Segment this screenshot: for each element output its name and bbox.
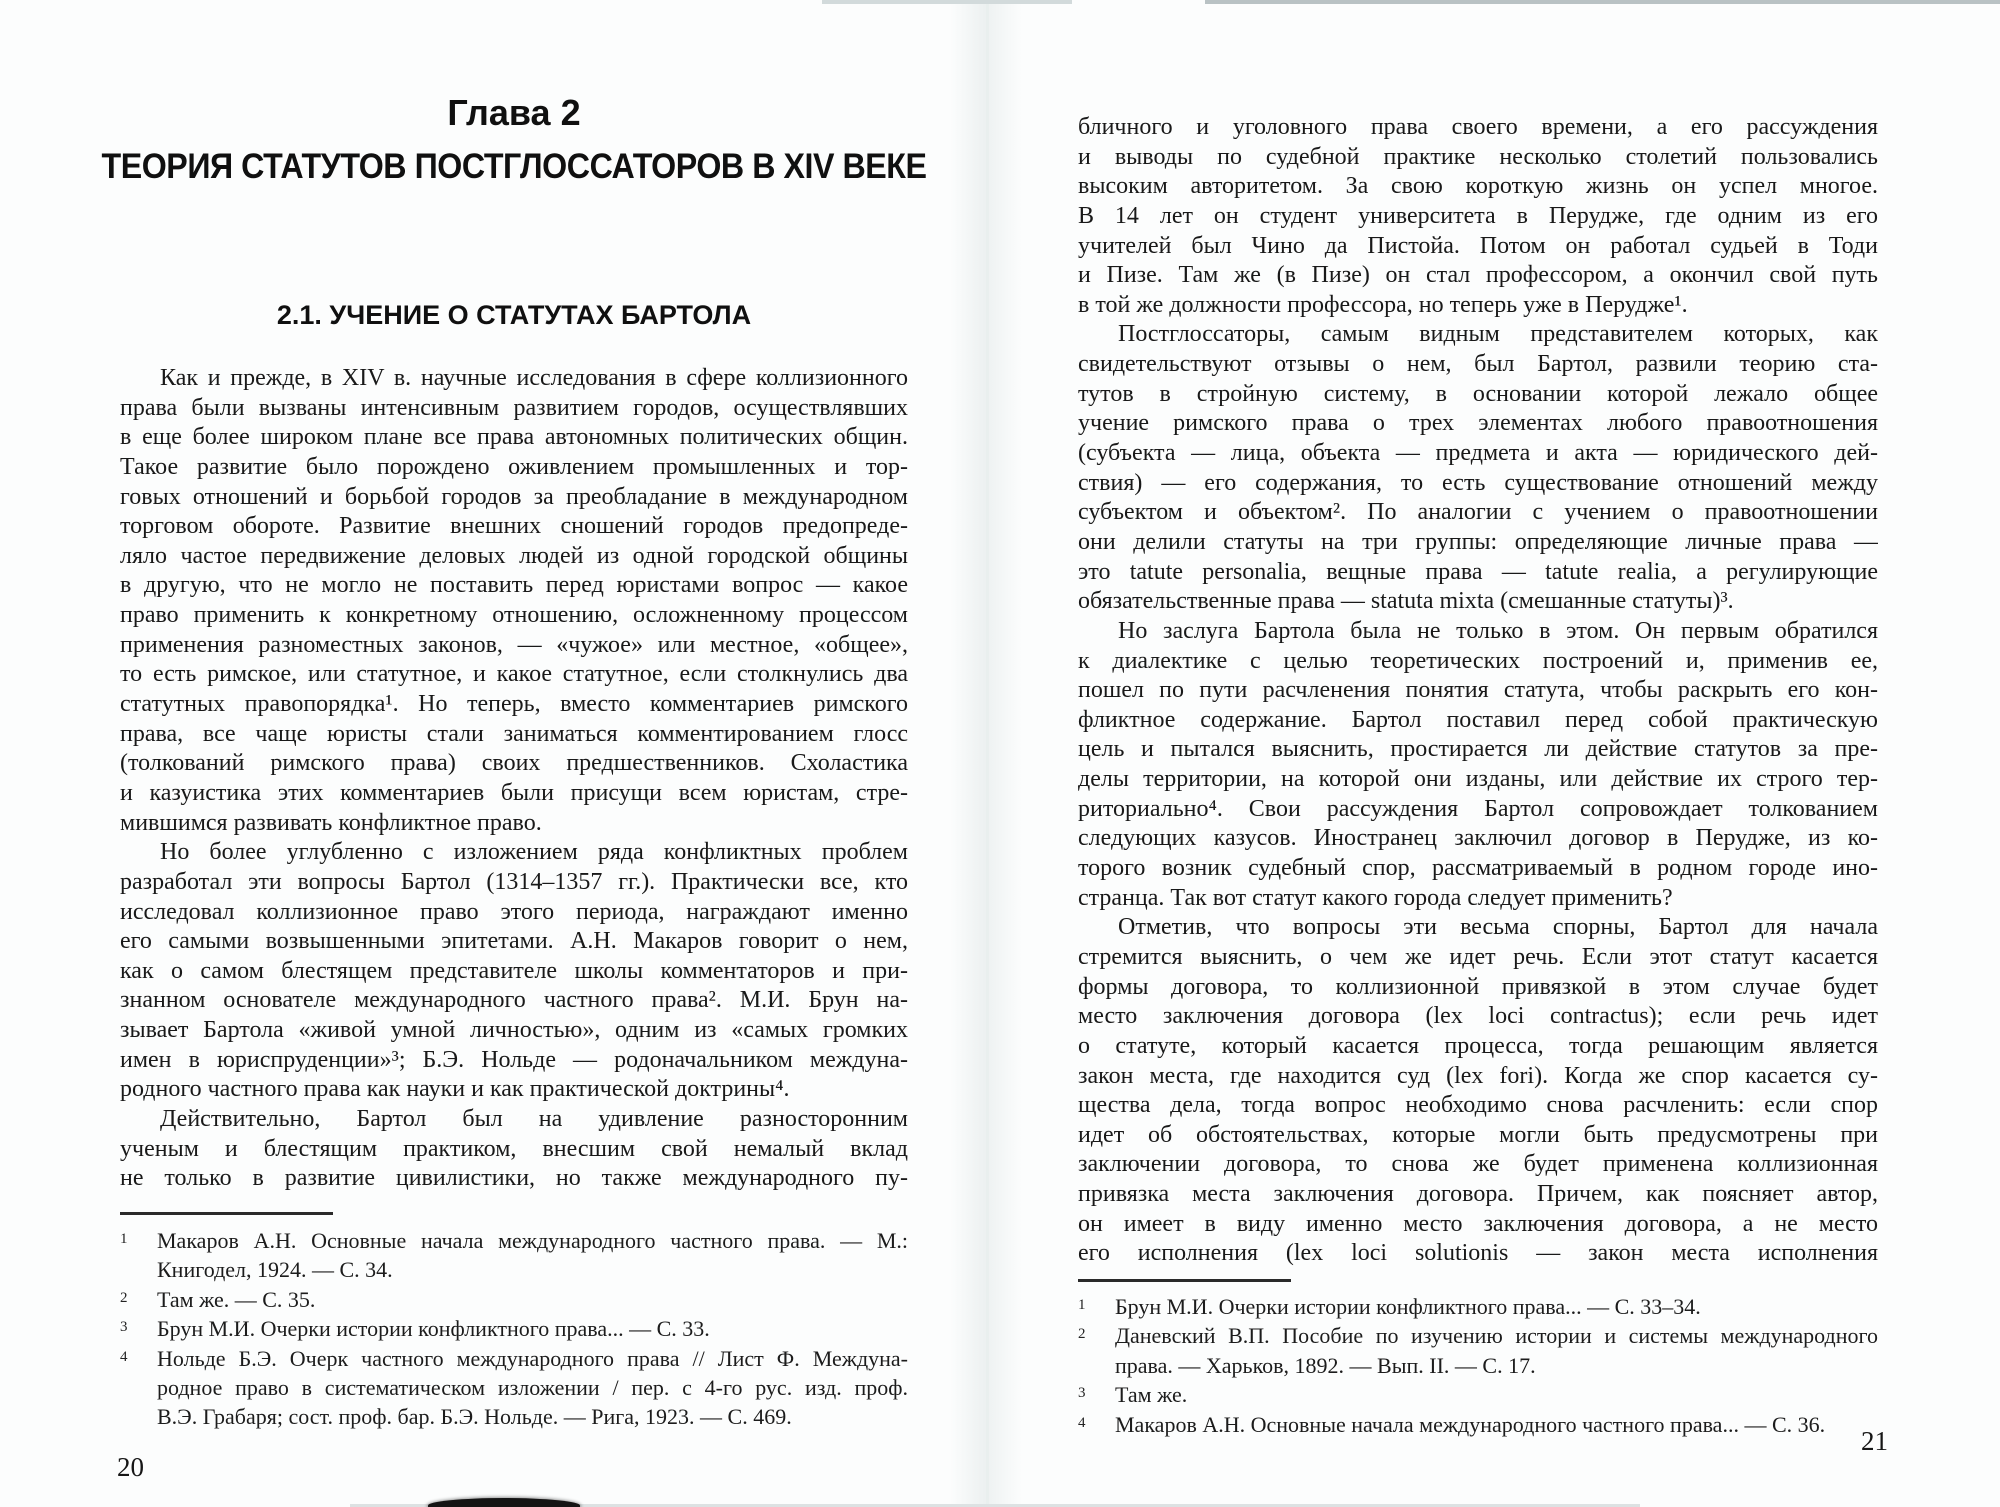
- text-line: ствия) — его содержания, то есть существование отношений между: [1078, 469, 1878, 496]
- text-line: они делили статуты на три группы: определяющие личные права —: [1078, 528, 1878, 555]
- chapter-label: Глава 2: [447, 92, 581, 133]
- page-left: [101, 0, 927, 1507]
- text-line: следующих казусов. Иностранец заключил договор в Перудже, из ко-: [1078, 825, 1878, 852]
- text-line: права были вызваны интенсивным развитием городов, осуществлявших: [120, 394, 908, 421]
- footnote-text: права. — Харьков, 1892. — Вып. II. — С. 17.: [1115, 1352, 1536, 1378]
- text-line: Такое развитие было порождено оживлением промышленных и тор-: [120, 453, 908, 480]
- text-line: идет об обстоятельствах, которые могли быть предусмотрены при: [1078, 1121, 1878, 1148]
- footnote-text: Книгодел, 1924. — С. 34.: [157, 1257, 393, 1283]
- text-line: говых отношений и борьбой городов за преобладание в международном: [120, 483, 908, 510]
- footnote: [120, 1314, 908, 1343]
- text-line: это tatute personalia, вещные права — tatute realia, а регулирующие: [1078, 558, 1878, 585]
- footnotes-left: [120, 1226, 908, 1432]
- text-line: формы договора, то коллизионной привязкой в этом случае будет: [1078, 973, 1878, 1000]
- text-line: место заключения договора (lex loci contractus); если речь идет: [1078, 1003, 1878, 1030]
- footnote-text: Макаров А.Н. Основные начала международного частного права... — С. 36.: [1115, 1411, 1826, 1437]
- text-line: обязательственные права — statuta mixta (смешанные статуты)³.: [1078, 588, 1734, 615]
- footnote-number: 3: [120, 1319, 128, 1336]
- text-line: тутов в стройную систему, в основании которой лежало общее: [1078, 380, 1878, 407]
- text-line: его исполнения (lex loci solutionis — закон места исполнения: [1078, 1240, 1878, 1267]
- footnote: [1078, 1292, 1878, 1321]
- text-line: учителей был Чино да Пистойа. Потом он работал судьей в Тоди: [1078, 232, 1878, 259]
- footnotes-right: [1078, 1292, 1878, 1439]
- text-line: в другую, что не могло не поставить перед юристами вопрос — какое: [120, 572, 908, 599]
- text-line: щества дела, тогда вопрос необходимо снова расчленить: если спор: [1078, 1092, 1878, 1119]
- footnote-number: 3: [1078, 1385, 1086, 1402]
- text-line: Действительно, Бартол был на удивление разносторонним: [160, 1106, 908, 1133]
- footnote: [1078, 1321, 1878, 1350]
- footnote-text: Даневский В.П. Пособие по изучению истории и системы международного: [1115, 1323, 1878, 1349]
- text-line: применения разноместных законов, — «чужое» или местное, «общее»,: [120, 631, 908, 658]
- text-line: к диалектике с целью теоретических построений и, применив ее,: [1078, 647, 1878, 674]
- text-line: о статуте, который касается процесса, тогда решающим является: [1078, 1032, 1878, 1059]
- text-line: высоким авторитетом. За свою короткую жизнь он успел многое.: [1078, 173, 1878, 200]
- text-line: ученым и блестящим практиком, внесшим свой немалый вклад: [120, 1135, 908, 1162]
- text-line: права, все чаще юристы стали заниматься комментированием глосс: [120, 720, 908, 747]
- page-number-right: 21: [1861, 1426, 1888, 1456]
- footnote-number: 1: [1078, 1297, 1086, 1313]
- text-line: торговом обороте. Развитие внешних сношений городов предопреде-: [120, 513, 908, 540]
- footnote-number: 4: [120, 1348, 128, 1365]
- text-line: пошел по пути расчленения понятия статута, чтобы раскрыть его кон-: [1078, 677, 1878, 704]
- footnote-number: 2: [120, 1289, 128, 1306]
- footnote: [120, 1402, 908, 1431]
- text-line: в той же должности профессора, но теперь уже в Перудже¹.: [1078, 291, 1688, 318]
- section-title: 2.1. УЧЕНИЕ О СТАТУТАХ БАРТОЛА: [276, 300, 752, 330]
- text-line: и казуистика этих комментариев были присущи всем юристам, стре-: [120, 779, 908, 806]
- text-line: закон места, где находится суд (lex fori). Когда же спор касается су-: [1078, 1062, 1878, 1089]
- text-line: знанном основателе международного частного права². М.И. Брун на-: [120, 987, 908, 1014]
- footnote-text: Макаров А.Н. Основные начала международного частного права. — М.:: [157, 1228, 908, 1253]
- book-gutter-line: [986, 0, 989, 1507]
- footnote: [120, 1285, 908, 1314]
- footnote: [120, 1344, 908, 1373]
- footnote-number: [120, 1373, 157, 1402]
- text-line: стремится выяснить, о чем же идет речь. Если этот статут касается: [1078, 943, 1878, 970]
- text-line: как о самом блестящем представителе школы комментаторов и при-: [120, 957, 908, 984]
- text-line: заключении договора, то снова же будет применена коллизионная: [1078, 1151, 1878, 1178]
- footnote-number: 2: [1078, 1326, 1086, 1343]
- text-line: (толкований римского права) своих предшественников. Схоластика: [120, 750, 908, 777]
- text-line: ляло частое передвижение деловых людей из одной городской общины: [120, 542, 908, 569]
- footnote-number: 4: [1078, 1414, 1086, 1431]
- text-line: цель и пытался выяснить, простирается ли действие статутов за пре-: [1078, 736, 1878, 763]
- text-line: В 14 лет он студент университета в Перудже, где одним из его: [1078, 202, 1878, 229]
- footnote: [1078, 1380, 1878, 1409]
- text-line: (субъекта — лица, объекта — предмета и акта — юридического дей-: [1078, 440, 1878, 467]
- footnote-text: Брун М.И. Очерки истории конфликтного права... — С. 33–34.: [1115, 1294, 1701, 1319]
- footnote: [120, 1255, 908, 1284]
- footnote-text: Там же. — С. 35.: [157, 1286, 316, 1312]
- text-line: учение римского права о трех элементах любого правоотношения: [1078, 410, 1878, 437]
- text-line: и выводы по судебной практике несколько столетий пользовались: [1078, 143, 1878, 170]
- footnote-text: В.Э. Грабаря; сост. проф. бар. Б.Э. Нольде. — Рига, 1923. — С. 469.: [157, 1404, 792, 1430]
- text-line: Но более углубленно с изложением ряда конфликтных проблем: [160, 839, 908, 866]
- footnote-text: родное право в систематическом изложении / пер. с 4-го рус. изд. проф.: [157, 1374, 908, 1400]
- text-line: родного частного права как науки и как практической доктрины⁴.: [120, 1076, 790, 1103]
- text-line: то есть римское, или статутное, и какое статутное, если столкнулись два: [120, 661, 908, 688]
- body-text-right: [1078, 113, 1878, 1269]
- footnote-number: 1: [120, 1231, 128, 1247]
- text-line: риториально⁴. Свои рассуждения Бартол сопровождает толкованием: [1078, 795, 1878, 822]
- footnote-text: Там же.: [1115, 1382, 1188, 1408]
- text-line: привязка места заключения договора. Причем, как поясняет автор,: [1078, 1181, 1878, 1208]
- text-line: Но заслуга Бартола была не только в этом. Он первым обратился: [1118, 617, 1878, 644]
- footnote: [120, 1373, 908, 1402]
- text-line: исследовал коллизионное право этого периода, награждают именно: [120, 898, 908, 925]
- text-line: фликтное содержание. Бартол поставил перед собой практическую: [1078, 706, 1878, 733]
- text-line: Постглоссаторы, самым видным представителем которых, как: [1118, 321, 1878, 348]
- body-text-left: [120, 364, 908, 1194]
- text-line: имен в юриспруденции»³; Б.Э. Нольде — родоначальником междуна-: [120, 1046, 908, 1073]
- footnote-text: Брун М.И. Очерки истории конфликтного права... — С. 33.: [157, 1316, 710, 1342]
- text-line: его самыми возвышенными эпитетами. А.Н. Макаров говорит о нем,: [120, 928, 908, 955]
- text-line: Как и прежде, в XIV в. научные исследования в сфере коллизионного: [160, 365, 908, 391]
- text-line: разработал эти вопросы Бартол (1314–1357 гг.). Практически все, кто: [120, 868, 908, 895]
- footnote-number: [120, 1402, 157, 1431]
- text-line: мившимся развивать конфликтное право.: [120, 809, 542, 836]
- text-line: делы территории, на которой они изданы, или действие их строго тер-: [1078, 766, 1878, 793]
- footnote-separator: [120, 1212, 333, 1215]
- text-line: странца. Так вот статут какого города следует применить?: [1078, 884, 1673, 911]
- text-line: статутных правопорядка¹. Но теперь, вместо комментариев римского: [120, 691, 908, 718]
- footnote-number: [1078, 1351, 1115, 1380]
- chapter-title: ТЕОРИЯ СТАТУТОВ ПОСТГЛОССАТОРОВ В XIV ВЕКЕ: [101, 147, 927, 186]
- text-line: Отметив, что вопросы эти весьма спорны, Бартол для начала: [1118, 914, 1878, 941]
- text-line: бличного и уголовного права своего времени, а его рассуждения: [1078, 114, 1878, 140]
- footnote: [120, 1226, 908, 1255]
- footnote-number: [120, 1255, 157, 1284]
- footnote: [1078, 1410, 1878, 1439]
- text-line: и Пизе. Там же (в Пизе) он стал профессором, а окончил свой путь: [1078, 262, 1878, 289]
- page-number-left: 20: [117, 1452, 144, 1482]
- footnote: [1078, 1351, 1878, 1380]
- text-line: не только в развитие цивилистики, но также международного пу-: [120, 1165, 908, 1192]
- footnote-text: Нольде Б.Э. Очерк частного международного права // Лист Ф. Междуна-: [157, 1345, 908, 1371]
- text-line: субъектом и объектом². По аналогии с учением о правоотношении: [1078, 499, 1878, 526]
- text-line: зывает Бартола «живой умной личностью», одним из «самых громких: [120, 1017, 908, 1044]
- text-line: свидетельствуют отзывы о нем, был Бартол, развили теорию ста-: [1078, 351, 1878, 378]
- page-right: [1078, 0, 1888, 1507]
- text-line: право применить к конкретному отношению, осложненному процессом: [120, 602, 908, 629]
- text-line: в еще более широком плане все права автономных политических общин.: [120, 424, 908, 451]
- text-line: торого возник судебный спор, рассматриваемый в родном городе ино-: [1078, 855, 1878, 882]
- footnote-separator: [1078, 1279, 1291, 1282]
- text-line: он имеет в виду именно место заключения договора, а не место: [1078, 1210, 1878, 1237]
